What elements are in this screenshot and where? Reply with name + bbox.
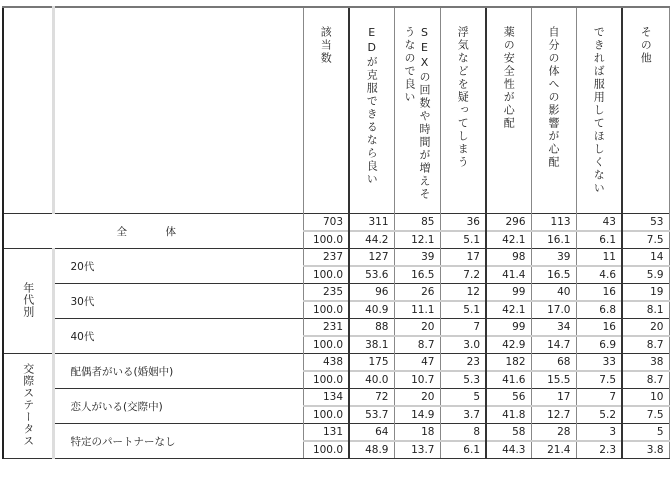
count-cell: 39 — [394, 249, 440, 267]
count-cell: 28 — [531, 424, 576, 442]
count-cell: 8 — [440, 424, 486, 442]
percent-cell: 7.5 — [622, 231, 669, 249]
count-cell: 311 — [349, 214, 394, 232]
table-row — [3, 389, 669, 407]
table-row — [3, 249, 669, 267]
percent-cell: 42.1 — [486, 301, 531, 319]
percent-cell: 7.5 — [622, 406, 669, 424]
corner-cell — [53, 7, 303, 214]
percent-cell: 14.9 — [394, 406, 440, 424]
col-header-safety: 薬の安全性が心配 — [486, 7, 531, 214]
percent-cell: 12.7 — [531, 406, 576, 424]
header-row — [3, 7, 669, 214]
count-cell: 182 — [486, 354, 531, 372]
percent-cell: 8.7 — [622, 336, 669, 354]
percent-cell: 11.1 — [394, 301, 440, 319]
percent-cell: 3.0 — [440, 336, 486, 354]
table-row — [3, 424, 669, 442]
count-cell: 14 — [622, 249, 669, 267]
percent-cell: 100.0 — [303, 266, 349, 284]
percent-cell: 44.3 — [486, 441, 531, 459]
count-cell: 296 — [486, 214, 531, 232]
table-row — [3, 214, 669, 232]
percent-cell: 16.1 — [531, 231, 576, 249]
percent-cell: 4.6 — [576, 266, 622, 284]
percent-cell: 40.9 — [349, 301, 394, 319]
percent-cell: 100.0 — [303, 371, 349, 389]
count-cell: 17 — [531, 389, 576, 407]
percent-cell: 6.1 — [440, 441, 486, 459]
count-cell: 47 — [394, 354, 440, 372]
percent-cell: 41.8 — [486, 406, 531, 424]
percent-cell: 100.0 — [303, 231, 349, 249]
percent-cell: 6.9 — [576, 336, 622, 354]
count-cell: 7 — [440, 319, 486, 337]
count-cell: 438 — [303, 354, 349, 372]
percent-cell: 3.7 — [440, 406, 486, 424]
count-cell: 88 — [349, 319, 394, 337]
row-label: 30代 — [53, 284, 303, 319]
count-cell: 64 — [349, 424, 394, 442]
percent-cell: 41.6 — [486, 371, 531, 389]
col-header-sex: SEXの回数や時間が増えそうなので良い — [394, 7, 440, 214]
percent-cell: 6.8 — [576, 301, 622, 319]
count-cell: 99 — [486, 319, 531, 337]
count-cell: 16 — [576, 319, 622, 337]
count-cell: 96 — [349, 284, 394, 302]
count-cell: 58 — [486, 424, 531, 442]
col-header-ed: EDが克服できるなら良い — [349, 7, 394, 214]
count-cell: 98 — [486, 249, 531, 267]
percent-cell: 15.5 — [531, 371, 576, 389]
count-cell: 703 — [303, 214, 349, 232]
count-cell: 18 — [394, 424, 440, 442]
count-cell: 20 — [394, 319, 440, 337]
percent-cell: 8.7 — [394, 336, 440, 354]
percent-cell: 8.7 — [622, 371, 669, 389]
row-label-total: 全 体 — [3, 214, 303, 249]
count-cell: 11 — [576, 249, 622, 267]
percent-cell: 53.6 — [349, 266, 394, 284]
count-cell: 134 — [303, 389, 349, 407]
table-row — [3, 284, 669, 302]
percent-cell: 100.0 — [303, 301, 349, 319]
percent-cell: 42.1 — [486, 231, 531, 249]
count-cell: 5 — [440, 389, 486, 407]
count-cell: 235 — [303, 284, 349, 302]
count-cell: 12 — [440, 284, 486, 302]
count-cell: 231 — [303, 319, 349, 337]
table-row — [3, 354, 669, 372]
col-header-avoid: できれば服用してほしくない — [576, 7, 622, 214]
count-cell: 237 — [303, 249, 349, 267]
count-cell: 127 — [349, 249, 394, 267]
count-cell: 3 — [576, 424, 622, 442]
count-cell: 36 — [440, 214, 486, 232]
count-cell: 53 — [622, 214, 669, 232]
percent-cell: 3.8 — [622, 441, 669, 459]
percent-cell: 8.1 — [622, 301, 669, 319]
percent-cell: 5.9 — [622, 266, 669, 284]
col-header-body: 自分の体への影響が心配 — [531, 7, 576, 214]
count-cell: 23 — [440, 354, 486, 372]
table-row — [3, 319, 669, 337]
corner-cell — [3, 7, 53, 214]
count-cell: 72 — [349, 389, 394, 407]
percent-cell: 2.3 — [576, 441, 622, 459]
count-cell: 19 — [622, 284, 669, 302]
percent-cell: 14.7 — [531, 336, 576, 354]
percent-cell: 16.5 — [394, 266, 440, 284]
count-cell: 26 — [394, 284, 440, 302]
row-label: 恋人がいる(交際中) — [53, 389, 303, 424]
percent-cell: 5.1 — [440, 231, 486, 249]
percent-cell: 10.7 — [394, 371, 440, 389]
row-label: 配偶者がいる(婚姻中) — [53, 354, 303, 389]
percent-cell: 42.9 — [486, 336, 531, 354]
count-cell: 10 — [622, 389, 669, 407]
percent-cell: 100.0 — [303, 336, 349, 354]
percent-cell: 41.4 — [486, 266, 531, 284]
percent-cell: 12.1 — [394, 231, 440, 249]
col-header-other: その他 — [622, 7, 669, 214]
count-cell: 7 — [576, 389, 622, 407]
count-cell: 17 — [440, 249, 486, 267]
count-cell: 5 — [622, 424, 669, 442]
count-cell: 38 — [622, 354, 669, 372]
count-cell: 40 — [531, 284, 576, 302]
count-cell: 20 — [622, 319, 669, 337]
percent-cell: 7.5 — [576, 371, 622, 389]
percent-cell: 48.9 — [349, 441, 394, 459]
percent-cell: 21.4 — [531, 441, 576, 459]
group-label-age: 年代別 — [3, 249, 53, 354]
percent-cell: 44.2 — [349, 231, 394, 249]
count-cell: 85 — [394, 214, 440, 232]
count-cell: 99 — [486, 284, 531, 302]
percent-cell: 7.2 — [440, 266, 486, 284]
percent-cell: 100.0 — [303, 406, 349, 424]
percent-cell: 5.2 — [576, 406, 622, 424]
percent-cell: 53.7 — [349, 406, 394, 424]
count-cell: 16 — [576, 284, 622, 302]
survey-crosstab-table — [2, 6, 670, 459]
count-cell: 34 — [531, 319, 576, 337]
percent-cell: 5.3 — [440, 371, 486, 389]
count-cell: 175 — [349, 354, 394, 372]
percent-cell: 16.5 — [531, 266, 576, 284]
count-cell: 39 — [531, 249, 576, 267]
count-cell: 113 — [531, 214, 576, 232]
percent-cell: 5.1 — [440, 301, 486, 319]
col-header-n: 該当数 — [303, 7, 349, 214]
percent-cell: 13.7 — [394, 441, 440, 459]
percent-cell: 100.0 — [303, 441, 349, 459]
count-cell: 20 — [394, 389, 440, 407]
percent-cell: 6.1 — [576, 231, 622, 249]
row-label: 40代 — [53, 319, 303, 354]
count-cell: 131 — [303, 424, 349, 442]
count-cell: 68 — [531, 354, 576, 372]
row-label: 20代 — [53, 249, 303, 284]
percent-cell: 38.1 — [349, 336, 394, 354]
percent-cell: 17.0 — [531, 301, 576, 319]
row-label: 特定のパートナーなし — [53, 424, 303, 459]
col-header-uwaki: 浮気などを疑ってしまう — [440, 7, 486, 214]
percent-cell: 40.0 — [349, 371, 394, 389]
group-label-relationship: 交際ステータス — [3, 354, 53, 459]
count-cell: 33 — [576, 354, 622, 372]
count-cell: 56 — [486, 389, 531, 407]
count-cell: 43 — [576, 214, 622, 232]
